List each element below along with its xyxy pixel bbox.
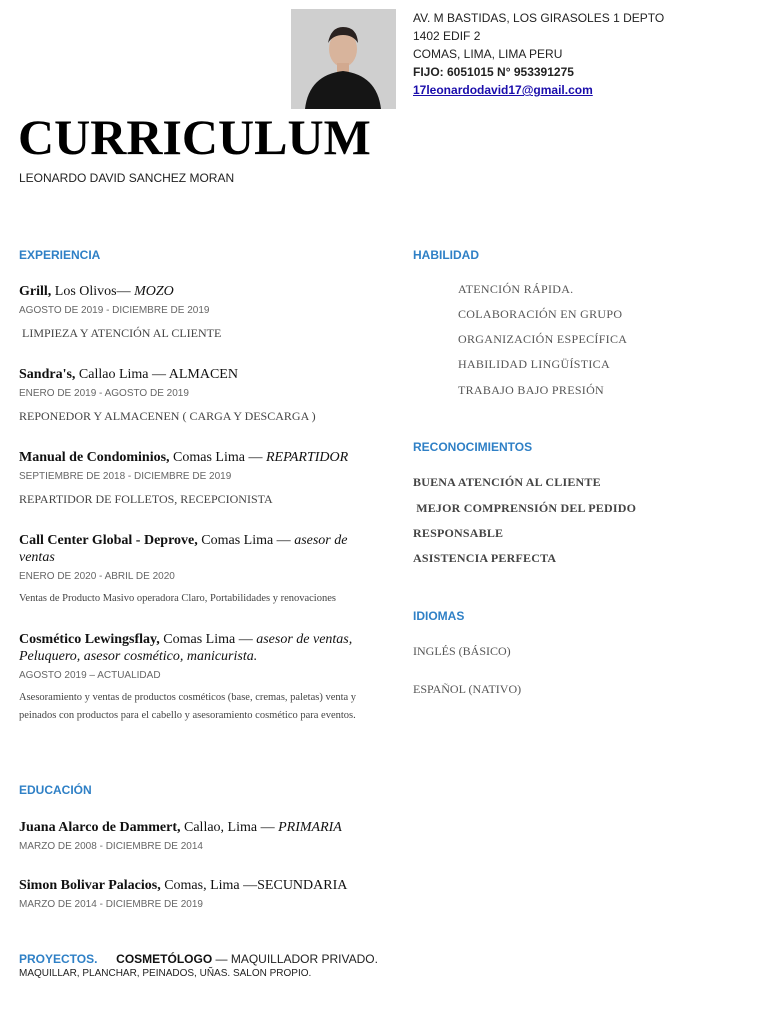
school-name: Juana Alarco de Dammert, <box>19 820 181 835</box>
languages-heading: IDIOMAS <box>413 609 465 623</box>
school-level: PRIMARIA <box>278 820 342 835</box>
job-place: Callao Lima — <box>75 367 169 382</box>
skill-item: TRABAJO BAJO PRESIÓN <box>458 383 605 397</box>
job-entry <box>19 283 369 342</box>
job-company: Sandra's, <box>19 367 76 382</box>
job-place: Los Olivos— <box>51 284 135 299</box>
school-name: Simon Bolivar Palacios, <box>19 878 161 893</box>
full-name: LEONARDO DAVID SANCHEZ MORAN <box>19 171 235 185</box>
projects-heading: PROYECTOS. <box>19 952 98 966</box>
job-date: AGOSTO 2019 – ACTUALIDAD <box>19 670 161 681</box>
award-item: RESPONSABLE <box>413 526 504 540</box>
education-entry <box>19 877 369 910</box>
award-item: MEJOR COMPRENSIÓN DEL PEDIDO <box>413 501 637 515</box>
city: COMAS, LIMA, LIMA PERU <box>413 47 563 61</box>
project-description: MAQUILLAR, PLANCHAR, PEINADOS, UÑAS. SALON PROPIO. <box>19 968 312 979</box>
job-date: SEPTIEMBRE DE 2018 - DICIEMBRE DE 2019 <box>19 471 232 482</box>
job-role: MOZO <box>134 284 174 299</box>
job-date: ENERO DE 2019 - AGOSTO DE 2019 <box>19 388 189 399</box>
job-company: Manual de Condominios, <box>19 450 170 465</box>
skills-heading: HABILIDAD <box>413 248 479 262</box>
school-date: MARZO DE 2014 - DICIEMBRE DE 2019 <box>19 899 203 910</box>
job-description: REPONEDOR Y ALMACENEN ( CARGA Y DESCARGA ) <box>19 409 316 423</box>
job-role: ALMACEN <box>168 367 238 382</box>
address-line2: 1402 EDIF 2 <box>413 29 481 43</box>
job-description: Asesoramiento y ventas de productos cosméticos (base, cremas, paletas) venta y peinados con productos para el cabello y asesoramiento cosmético para eventos. <box>19 692 357 721</box>
job-place: Comas Lima — <box>197 533 295 548</box>
skill-item: COLABORACIÓN EN GRUPO <box>458 307 623 321</box>
school-level: SECUNDARIA <box>257 878 348 893</box>
job-place: Comas Lima — <box>159 632 257 647</box>
profile-photo <box>291 9 396 109</box>
job-entry <box>19 631 377 725</box>
contact-block <box>413 9 753 99</box>
email-link[interactable]: 17leonardodavid17@gmail.com <box>413 83 593 97</box>
education-heading: EDUCACIÓN <box>19 783 92 797</box>
job-date: AGOSTO DE 2019 - DICIEMBRE DE 2019 <box>19 305 210 316</box>
page-title: CURRICULUM <box>18 109 371 165</box>
job-place: Comas Lima — <box>169 450 266 465</box>
job-company: Call Center Global - Deprove, <box>19 533 198 548</box>
job-entry <box>19 366 369 425</box>
person-photo-icon <box>291 9 396 109</box>
school-place: Callao, Lima — <box>180 820 279 835</box>
award-item: ASISTENCIA PERFECTA <box>413 551 557 565</box>
project-subtitle: — MAQUILLADOR PRIVADO. <box>212 952 378 966</box>
job-company: Cosmético Lewingsflay, <box>19 632 160 647</box>
projects-line <box>19 952 419 966</box>
job-entry <box>19 532 354 608</box>
job-description: Ventas de Producto Masivo operadora Claro, Portabilidades y renovaciones <box>19 593 336 604</box>
skill-item: HABILIDAD LINGÜÍSTICA <box>458 357 610 371</box>
school-date: MARZO DE 2008 - DICIEMBRE DE 2014 <box>19 841 203 852</box>
job-date: ENERO DE 2020 - ABRIL DE 2020 <box>19 571 175 582</box>
address-line1: AV. M BASTIDAS, LOS GIRASOLES 1 DEPTO <box>413 11 665 25</box>
skill-item: ORGANIZACIÓN ESPECÍFICA <box>458 332 628 346</box>
job-role: asesor de ventas <box>19 533 348 565</box>
phone: FIJO: 6051015 N° 953391275 <box>413 65 574 79</box>
skill-item: ATENCIÓN RÁPIDA. <box>458 282 574 296</box>
education-entry <box>19 819 369 852</box>
job-description: LIMPIEZA Y ATENCIÓN AL CLIENTE <box>19 326 222 340</box>
awards-heading: RECONOCIMIENTOS <box>413 440 533 454</box>
job-role: REPARTIDOR <box>265 450 349 465</box>
job-role: asesor de ventas, Peluquero, asesor cosmético, manicurista. <box>19 632 353 664</box>
project-title: COSMETÓLOGO <box>116 952 213 966</box>
job-description: REPARTIDOR DE FOLLETOS, RECEPCIONISTA <box>19 492 273 506</box>
school-place: Comas, Lima — <box>160 878 258 893</box>
job-company: Grill, <box>19 284 52 299</box>
job-entry <box>19 449 369 508</box>
award-item: BUENA ATENCIÓN AL CLIENTE <box>413 475 601 489</box>
experience-heading: EXPERIENCIA <box>19 248 101 262</box>
language-item: ESPAÑOL (NATIVO) <box>413 682 522 696</box>
language-item: INGLÉS (BÁSICO) <box>413 644 511 658</box>
